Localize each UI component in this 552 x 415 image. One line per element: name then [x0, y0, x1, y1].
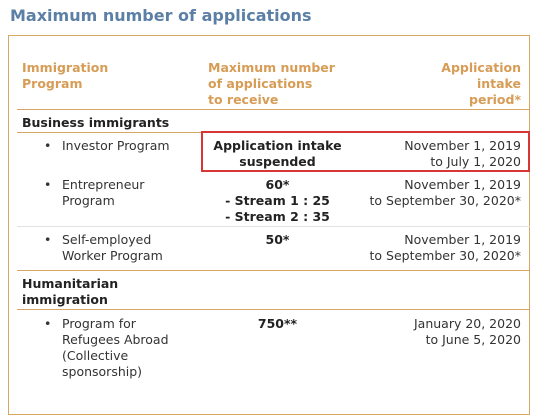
period-line: November 1, 2019 [404, 232, 521, 247]
max-line: Application intake [213, 138, 342, 153]
row-divider [17, 226, 530, 227]
period-selfemployed [369, 232, 521, 264]
program-line: (Collective [62, 348, 129, 363]
header-period-line: intake [476, 76, 521, 91]
highlight-box [201, 131, 530, 172]
program-line: Worker Program [62, 248, 163, 263]
section-business: Business immigrants [22, 115, 170, 130]
header-period-line: Application [441, 60, 521, 75]
program-investor [62, 138, 170, 154]
header-program-line: Immigration [22, 60, 109, 75]
page-title: Maximum number of applications [10, 6, 312, 25]
section-humanitarian [22, 276, 118, 308]
program-line: Self-employed [62, 232, 152, 247]
max-line: 60* [265, 177, 290, 192]
section-divider [17, 270, 530, 271]
max-line: suspended [239, 154, 316, 169]
program-line: Program for [62, 316, 136, 331]
program-refugees [62, 316, 169, 380]
max-line: 750** [257, 316, 298, 331]
period-line: November 1, 2019 [404, 138, 521, 153]
period-line: to September 30, 2020* [369, 248, 521, 263]
bullet: • [44, 232, 52, 247]
program-line: Entrepreneur [62, 177, 145, 192]
program-selfemployed [62, 232, 163, 264]
period-line: January 20, 2020 [413, 316, 521, 331]
section-line: Humanitarian [22, 276, 119, 291]
program-entrepreneur [62, 177, 144, 209]
max-entrepreneur [205, 177, 350, 225]
header-max-line: to receive [208, 92, 279, 107]
section-line: immigration [22, 292, 108, 307]
max-line: - Stream 1 : 25 [225, 193, 330, 208]
bullet: • [44, 316, 52, 331]
period-entrepreneur [369, 177, 521, 209]
program-line: Program [62, 193, 115, 208]
period-line: to June 5, 2020 [425, 332, 521, 347]
max-refugees [205, 316, 350, 332]
bullet: • [44, 177, 52, 192]
bullet: • [44, 138, 52, 153]
header-max [208, 60, 335, 108]
header-max-line: of applications [208, 76, 313, 91]
header-period-line: period* [469, 92, 521, 107]
header-program [22, 60, 108, 92]
max-selfemployed [205, 232, 350, 248]
max-line: 50* [265, 232, 290, 247]
period-line: November 1, 2019 [404, 177, 521, 192]
period-line: to September 30, 2020* [369, 193, 521, 208]
program-line: Investor Program [62, 138, 170, 153]
period-refugees [414, 316, 521, 348]
header-divider [17, 109, 530, 110]
header-max-line: Maximum number [208, 60, 335, 75]
max-line: - Stream 2 : 35 [225, 209, 330, 224]
section-divider [17, 309, 530, 310]
program-line: sponsorship) [62, 364, 143, 379]
header-period [441, 60, 521, 108]
header-program-line: Program [22, 76, 83, 91]
period-line: to July 1, 2020 [430, 154, 521, 169]
program-line: Refugees Abroad [62, 332, 169, 347]
